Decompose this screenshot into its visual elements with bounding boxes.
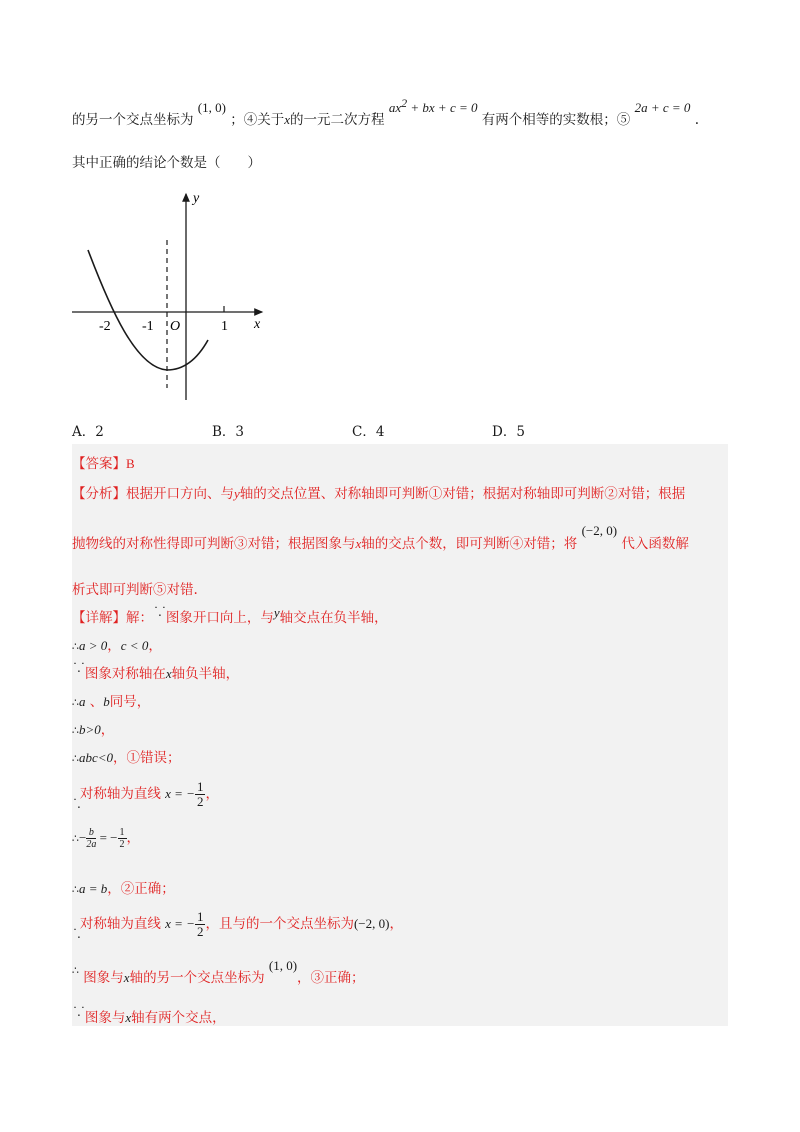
- detail-line-7: ˙.对称轴为直线 x = − $\frac{1}{2}$ ，: [72, 779, 219, 811]
- parabola-graph: [70, 188, 270, 403]
- detail-line-5: ∴b>0，: [72, 722, 115, 738]
- question-text: 的一元二次方程: [290, 112, 385, 128]
- detail-line-9: ∴a = b，②正确；: [72, 881, 175, 897]
- analysis-line-1: 【分析】根据开口方向、与y轴的交点位置、对称轴即可判断①对错；根据对称轴即可判断②对错；根据: [72, 486, 686, 502]
- math-var: x: [284, 112, 291, 127]
- x-axis-label: x: [254, 317, 261, 332]
- option-d[interactable]: D．5: [492, 424, 525, 440]
- question-line-1: [72, 96, 699, 128]
- math-equation: ax2 + bx + c = 0: [388, 96, 478, 115]
- detail-line-12: ˙.˙图象与x轴有两个交点，: [72, 1005, 226, 1026]
- y-axis-label: y: [193, 191, 200, 206]
- math-point: (−2, 0): [581, 523, 618, 538]
- detail-line-8: ∴− $\frac{b}{2a}$ = − $\frac{1}{2}$ ，: [72, 827, 141, 850]
- answer-value: B: [126, 456, 135, 471]
- question-text: 的另一个交点坐标为: [72, 112, 194, 128]
- detail-line-2: ∴a > 0，c < 0，: [72, 638, 162, 654]
- period: .: [694, 112, 699, 128]
- question-text: 有两个相等的实数根；⑤: [481, 112, 631, 128]
- tick-label-1: 1: [221, 319, 228, 334]
- math-point: (1, 0): [197, 100, 226, 115]
- question-text: ；④关于: [230, 112, 285, 128]
- analysis-line-3: 析式即可判断⑤对错.: [72, 582, 198, 598]
- question-line-2: 其中正确的结论个数是（ ）: [72, 155, 261, 171]
- option-a[interactable]: A．2: [72, 424, 104, 440]
- detail-line-6: ∴abc<0，①错误；: [72, 750, 181, 766]
- detail-line-1: 【详解】解：˙.˙图象开口向上，与y轴交点在负半轴，: [72, 605, 388, 626]
- answer-tag: 【答案】: [72, 456, 126, 472]
- option-c[interactable]: C．4: [352, 424, 385, 440]
- analysis-tag: 【分析】: [72, 486, 126, 502]
- origin-label: O: [170, 319, 181, 334]
- math-equation: 2a + c = 0: [634, 100, 691, 115]
- detail-line-4: ∴a 、b同号，: [72, 694, 151, 710]
- tick-label-neg1: -1: [142, 319, 154, 334]
- detail-tag: 【详解】: [72, 610, 126, 626]
- answer-line: [72, 452, 135, 472]
- detail-line-10: ˙.对称轴为直线 x = − $\frac{1}{2}$ ，且与的一个交点坐标为(−2, 0)，: [72, 909, 403, 941]
- detail-line-11: ∴ 图象与x轴的另一个交点坐标为 (1, 0)，③正确；: [72, 958, 365, 986]
- tick-label-neg2: -2: [99, 319, 111, 334]
- analysis-line-2: 抛物线的对称性得即可判断③对错；根据图象与x轴的交点个数，即可判断④对错；将 (−2, 0) 代入函数解: [72, 523, 689, 552]
- parabola-curve: [88, 250, 208, 370]
- option-b[interactable]: B．3: [212, 424, 245, 440]
- detail-line-3: ˙.˙图象对称轴在x轴负半轴，: [72, 661, 240, 682]
